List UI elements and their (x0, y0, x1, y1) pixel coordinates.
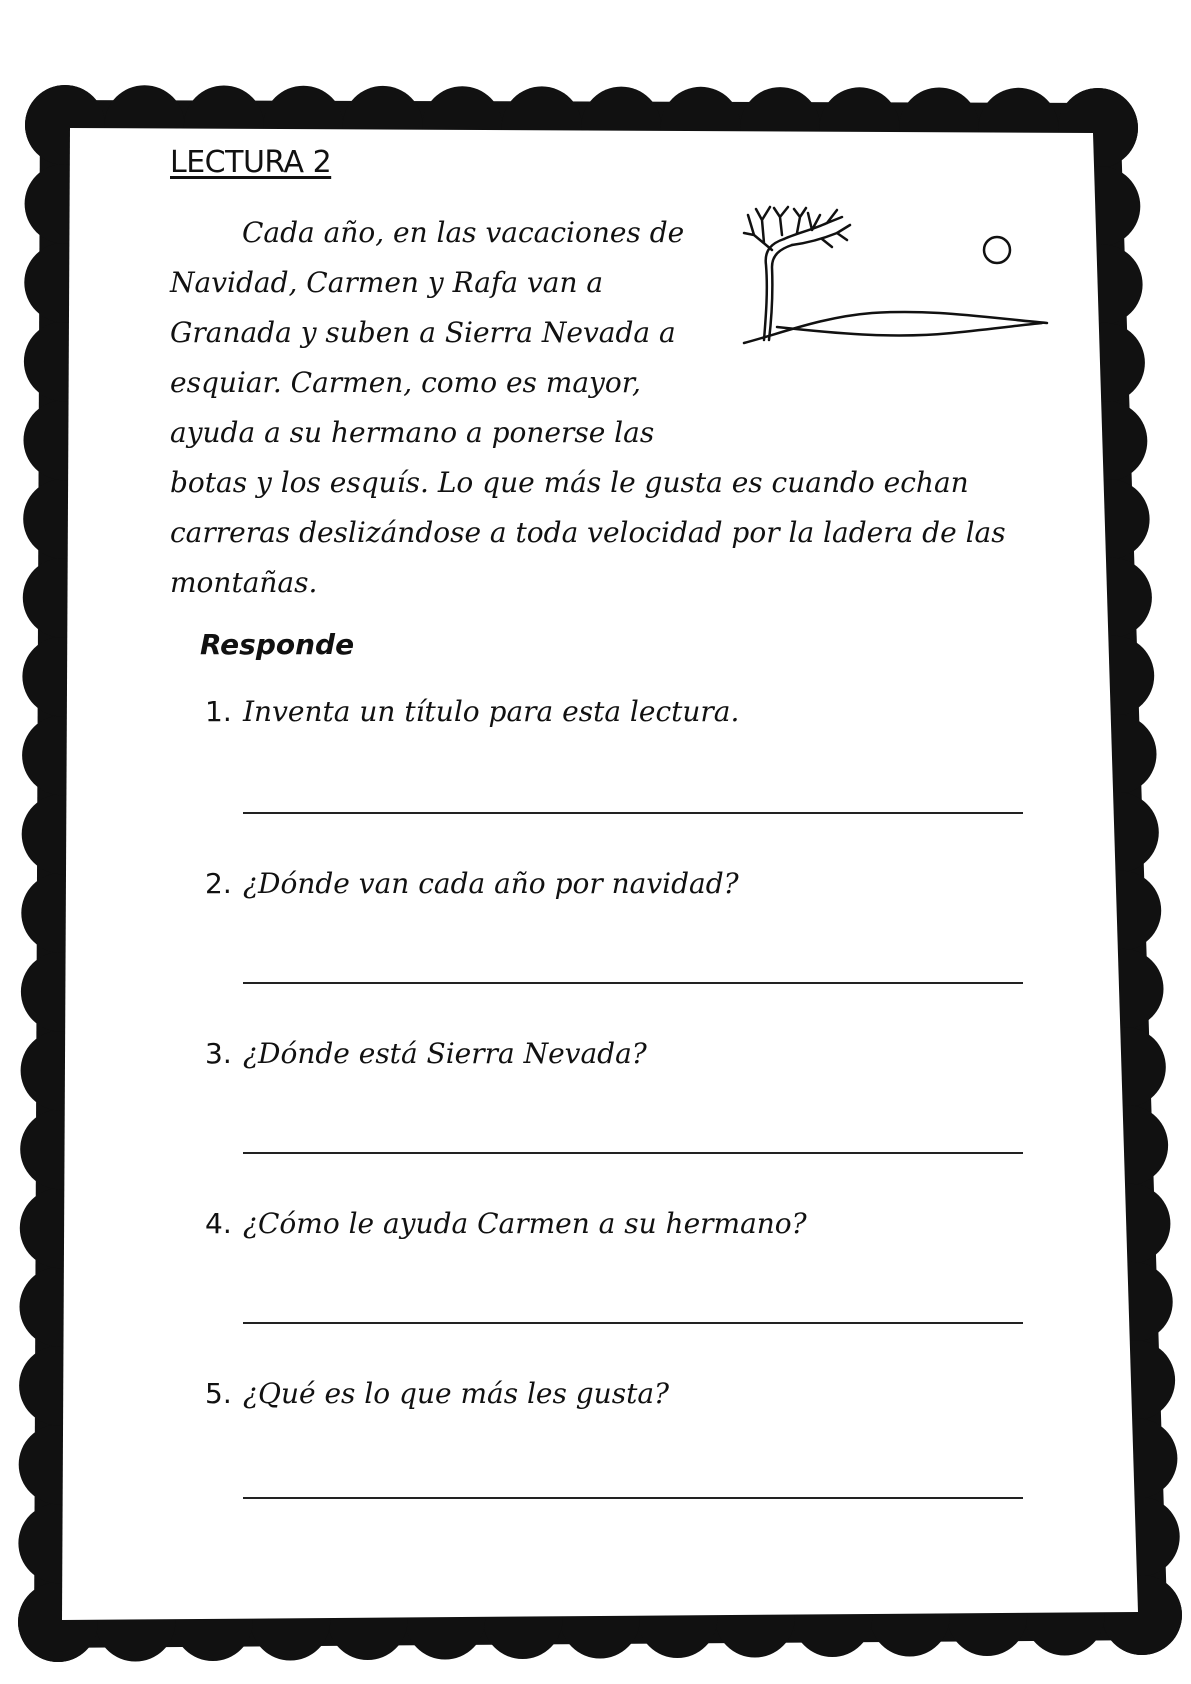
answer-line[interactable] (243, 1497, 1023, 1499)
question-item (205, 1037, 647, 1070)
answer-line[interactable] (243, 812, 1023, 814)
reading-line: botas y los esquís. Lo que más le gusta es cuando echan (170, 466, 969, 499)
reading-line: Navidad, Carmen y Rafa van a (170, 266, 604, 299)
question-item (205, 1377, 669, 1410)
question-number: 1. (205, 695, 232, 728)
reading-line: ayuda a su hermano a ponerse las (170, 416, 655, 449)
page-title: LECTURA 2 (170, 145, 332, 180)
question-item (205, 1207, 807, 1240)
question-text: ¿Dónde van cada año por navidad? (243, 867, 739, 900)
question-number: 3. (205, 1037, 232, 1070)
question-item (205, 695, 739, 728)
question-item (205, 867, 739, 900)
tree-sun-landscape-icon (742, 205, 1052, 350)
question-number: 5. (205, 1377, 232, 1410)
answer-line[interactable] (243, 1322, 1023, 1324)
reading-line: esquiar. Carmen, como es mayor, (170, 366, 641, 399)
reading-line: montañas. (170, 566, 318, 599)
reading-line: Cada año, en las vacaciones de (242, 216, 685, 249)
section-heading: Responde (200, 628, 355, 661)
reading-line: carreras deslizándose a toda velocidad por la ladera de las (170, 516, 1006, 549)
answer-line[interactable] (243, 982, 1023, 984)
question-number: 2. (205, 867, 232, 900)
question-number: 4. (205, 1207, 232, 1240)
question-text: ¿Dónde está Sierra Nevada? (243, 1037, 647, 1070)
answer-line[interactable] (243, 1152, 1023, 1154)
question-text: Inventa un título para esta lectura. (243, 695, 740, 728)
question-text: ¿Qué es lo que más les gusta? (243, 1377, 670, 1410)
reading-line: Granada y suben a Sierra Nevada a (170, 316, 676, 349)
question-text: ¿Cómo le ayuda Carmen a su hermano? (243, 1207, 807, 1240)
